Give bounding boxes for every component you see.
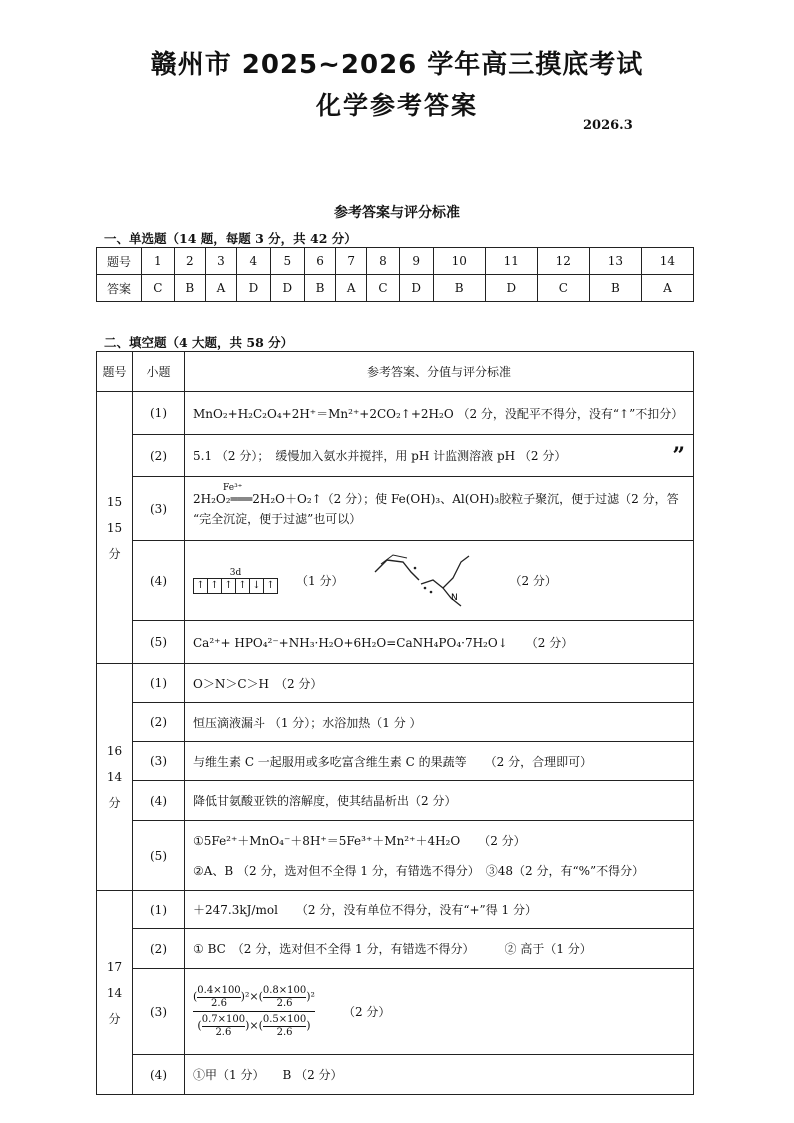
table-row	[97, 891, 694, 929]
q17-number: 17	[106, 959, 123, 974]
mc-number-cell: 6	[304, 248, 335, 275]
sub-label: (1)	[133, 891, 185, 929]
answer-text: “完全沉淀，便于过滤”也可以）	[193, 511, 362, 526]
answer-cell	[185, 821, 694, 891]
mc-number-cell: 9	[399, 248, 433, 275]
q15-label	[97, 392, 133, 664]
q17-label	[97, 891, 133, 1095]
mc-number-cell: 11	[485, 248, 537, 275]
table-row	[97, 703, 694, 742]
mc-number-cell: 10	[433, 248, 485, 275]
answer-text: 降低甘氨酸亚铁的溶解度，使其结晶析出（2 分）	[185, 781, 694, 821]
frac-den: 2.6	[211, 997, 227, 1009]
mc-answer-cell: D	[485, 275, 537, 302]
mc-answer-cell: B	[304, 275, 335, 302]
sub-label: (1)	[133, 664, 185, 703]
frac-num: 0.7×100	[201, 1014, 246, 1025]
q15-unit: 分	[108, 546, 121, 561]
mc-number-cell: 1	[142, 248, 175, 275]
svg-text:N: N	[451, 592, 459, 603]
orbital-diagram	[193, 578, 278, 594]
orbital-label: 3d	[229, 567, 242, 578]
sub-label: (3)	[133, 969, 185, 1055]
sub-label: (4)	[133, 781, 185, 821]
orbital-cell: ↑	[236, 579, 250, 593]
kp-expression: ( $\frac{0.4\times 100}{2.6}$ )²×( $\frac{0.8\times 100}{2.6}$ )² ( $\frac{0.7\times 100}{2.6}$ )×( $\frac{0.5\times 100}{2.6}$ )	[193, 985, 315, 1038]
table-row	[97, 969, 694, 1055]
mc-answer-cell: A	[336, 275, 367, 302]
score-note: （2 分）	[342, 1005, 391, 1019]
mc-answer-cell: A	[641, 275, 693, 302]
mc-answer-cell: B	[433, 275, 485, 302]
sub-label: (3)	[133, 742, 185, 781]
mc-answer-row	[97, 275, 694, 302]
sub-label: (4)	[133, 541, 185, 621]
mc-number-cell: 7	[336, 248, 367, 275]
sub-label: (5)	[133, 621, 185, 664]
mc-number-cell: 3	[205, 248, 236, 275]
table-row	[97, 1055, 694, 1095]
answer-text: O＞N＞C＞H （2 分）	[185, 664, 694, 703]
fill-answer-table	[96, 351, 694, 1095]
stray-mark: ”	[672, 442, 685, 469]
structure-sketch	[361, 550, 491, 612]
orbital-cell: ↑	[208, 579, 222, 593]
exam-date: 2026.3	[583, 118, 633, 133]
table-row	[97, 929, 694, 969]
q16-score: 14	[106, 770, 123, 784]
mc-answer-cell: C	[537, 275, 589, 302]
table-row	[97, 781, 694, 821]
orbital-cell: ↓	[250, 579, 264, 593]
table-row	[97, 742, 694, 781]
answer-text: ①甲（1 分） B （2 分）	[185, 1055, 694, 1095]
score-note: （2 分）	[509, 574, 557, 588]
table-row	[97, 821, 694, 891]
table-header-row	[97, 352, 694, 392]
answer-text: Ca²⁺+ HPO₄²⁻+NH₃·H₂O+6H₂O=CaNH₄PO₄·7H₂O↓ （2 分）	[185, 621, 694, 664]
frac-den: 2.6	[276, 1026, 293, 1038]
sub-label: (4)	[133, 1055, 185, 1095]
q15-number: 15	[106, 494, 123, 509]
q16-unit: 分	[108, 796, 121, 810]
orbital-cell: ↑	[266, 579, 275, 591]
mc-number-cell: 4	[236, 248, 270, 275]
mc-number-cell: 13	[589, 248, 641, 275]
mc-answer-cell: D	[270, 275, 304, 302]
sub-label: (5)	[133, 821, 185, 891]
answer-text: ②A、B （2 分，选对但不全得 1 分，有错选不得分） ③48（2 分，有“%”不得分）	[193, 863, 645, 878]
mc-answer-cell: C	[142, 275, 175, 302]
sub-label: (2)	[133, 435, 185, 477]
answer-text: 与维生素 C 一起服用或多吃富含维生素 C 的果蔬等 （2 分，合理即可）	[185, 742, 694, 781]
answer-text: 恒压滴液漏斗 （1 分）；水浴加热（1 分 ）	[185, 703, 694, 742]
frac-num: 0.4×100	[197, 985, 241, 996]
table-row	[97, 392, 694, 435]
table-row	[97, 435, 694, 477]
mc-row-label: 答案	[97, 275, 142, 302]
table-row	[97, 621, 694, 664]
section2-heading: 二、填空题（4 大题，共 58 分）	[104, 335, 294, 350]
q16-number: 16	[106, 744, 123, 758]
catalyst-label: Fe³⁺	[223, 482, 243, 493]
mc-answer-cell: C	[367, 275, 400, 302]
mc-answer-cell: A	[205, 275, 236, 302]
header-answer: 参考答案、分值与评分标准	[185, 352, 694, 392]
mc-answer-cell: D	[236, 275, 270, 302]
answer-cell	[185, 541, 694, 621]
sub-label: (2)	[133, 929, 185, 969]
answer-cell	[185, 969, 694, 1055]
q17-score: 14	[106, 985, 123, 1000]
frac-num: 0.5×100	[262, 1014, 307, 1025]
sub-label: (3)	[133, 477, 185, 541]
mc-number-cell: 14	[641, 248, 693, 275]
subject-title: 化学参考答案	[315, 91, 478, 120]
header-q: 题号	[97, 352, 133, 392]
frac-den: 2.6	[276, 997, 293, 1009]
answer-text: ①5Fe²⁺＋MnO₄⁻＋8H⁺＝5Fe³⁺＋Mn²⁺＋4H₂O （2 分）	[193, 833, 526, 848]
mc-number-row	[97, 248, 694, 275]
orbital-cell: ↑	[194, 579, 208, 593]
frac-den: 2.6	[215, 1026, 232, 1038]
answer-cell	[185, 477, 694, 541]
sub-label: (1)	[133, 392, 185, 435]
mc-number-cell: 12	[537, 248, 589, 275]
orbital-cell: ↑	[222, 579, 236, 593]
mc-row-label: 题号	[97, 248, 142, 275]
score-note: （1 分）	[296, 574, 344, 588]
table-row	[97, 664, 694, 703]
q15-score: 15	[106, 520, 123, 535]
answer-cell	[185, 435, 694, 477]
q16-label	[97, 664, 133, 891]
mc-answer-cell: B	[174, 275, 205, 302]
table-row	[97, 541, 694, 621]
mc-answer-cell: D	[399, 275, 433, 302]
mc-number-cell: 8	[367, 248, 400, 275]
frac-num: 0.8×100	[262, 985, 307, 996]
answer-text: ＋247.3kJ/mol （2 分，没有单位不得分，没有“+”得 1 分）	[185, 891, 694, 929]
answer-subtitle: 参考答案与评分标准	[334, 205, 460, 221]
header-sub: 小题	[133, 352, 185, 392]
mc-number-cell: 5	[270, 248, 304, 275]
answer-text: 5.1 （2 分）； 缓慢加入氨水并搅拌，用 pH 计监测溶液 pH （2 分）	[193, 448, 567, 463]
answer-text: 2H₂O₂═══2H₂O＋O₂↑（2 分）；使 Fe(OH)₃、Al(OH)₃胶粒子聚沉，便于过滤（2 分，答	[193, 491, 679, 506]
answer-text: ① BC （2 分，选对但不全得 1 分，有错选不得分） ② 高于（1 分）	[185, 929, 694, 969]
sub-label: (2)	[133, 703, 185, 742]
answer-text: MnO₂+H₂C₂O₄+2H⁺＝Mn²⁺+2CO₂↑+2H₂O （2 分，没配平不得分，没有“↑”不扣分）	[185, 392, 694, 435]
exam-title: 赣州市 2025~2026 学年高三摸底考试	[150, 50, 644, 80]
section1-heading: 一、单选题（14 题，每题 3 分，共 42 分）	[104, 231, 357, 246]
mc-answer-table	[96, 247, 694, 302]
mc-number-cell: 2	[174, 248, 205, 275]
table-row	[97, 477, 694, 541]
q17-unit: 分	[108, 1011, 121, 1026]
mc-answer-cell: B	[589, 275, 641, 302]
